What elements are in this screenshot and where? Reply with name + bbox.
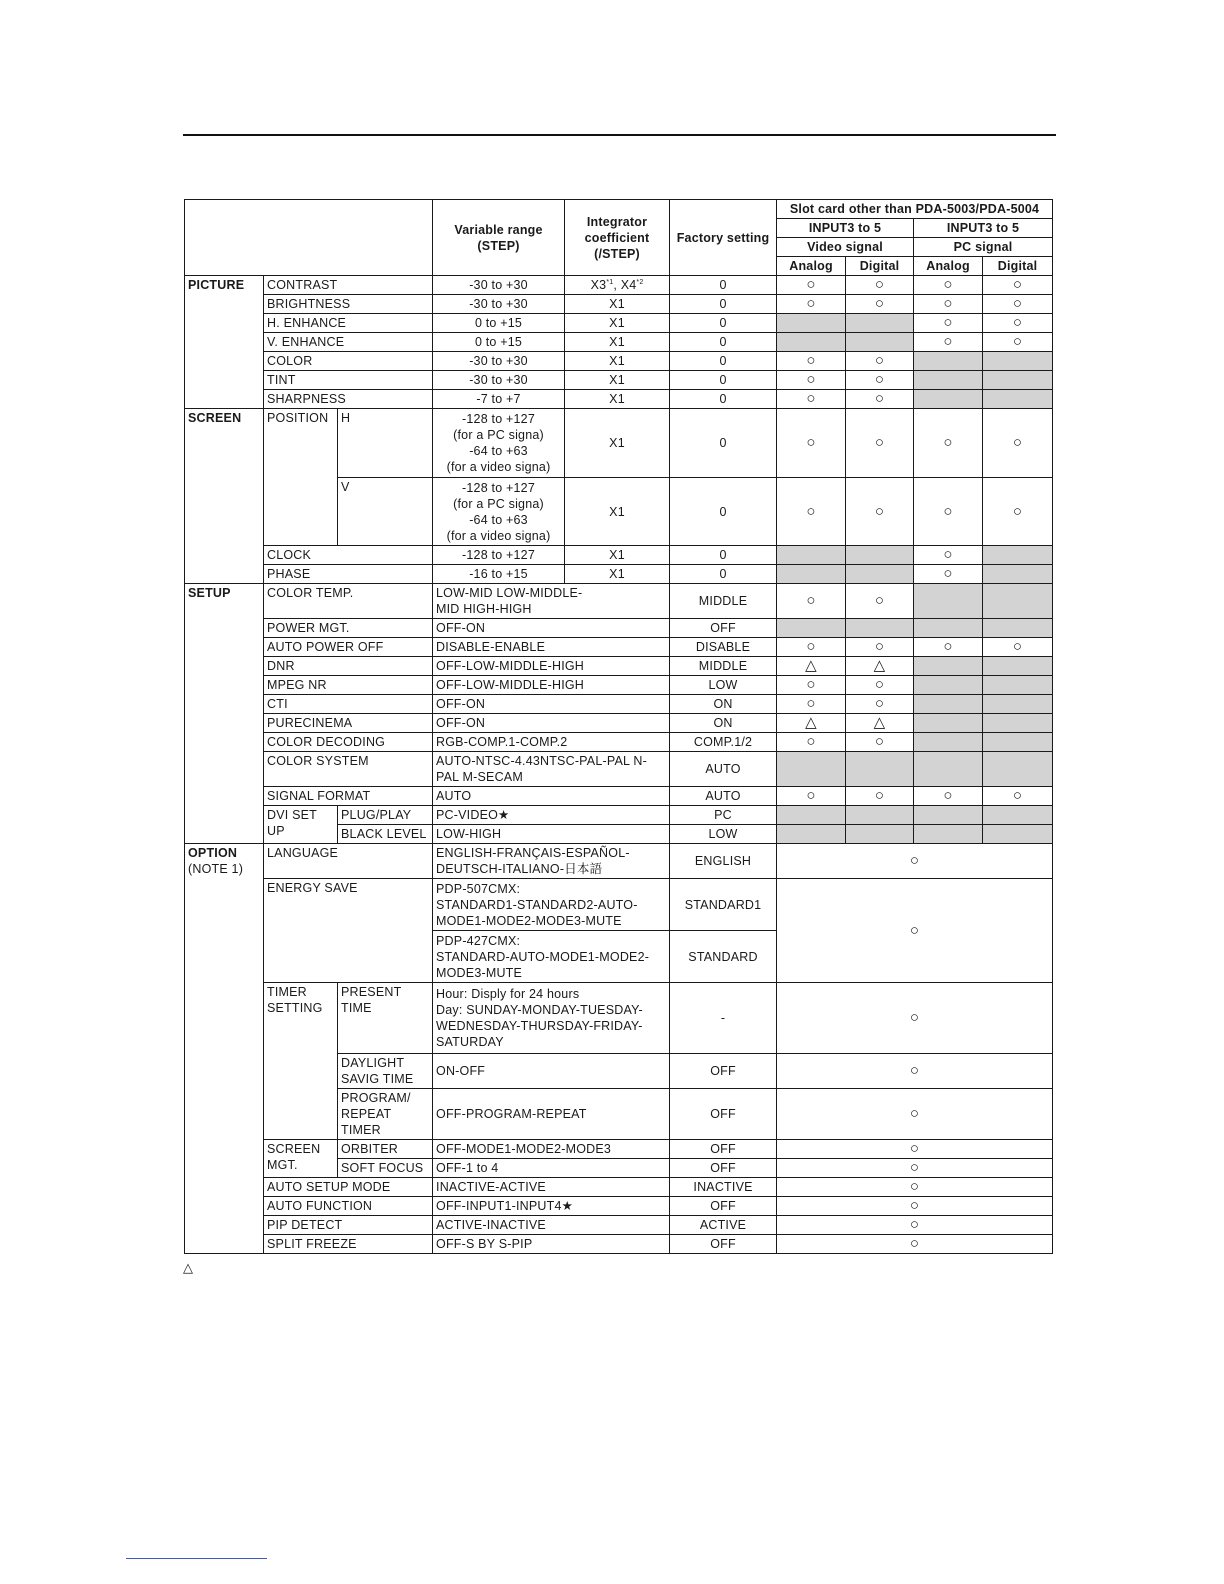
item-range: OFF-LOW-MIDDLE-HIGH xyxy=(433,657,670,676)
na-cell xyxy=(777,825,846,844)
item-range: ON-OFF xyxy=(433,1054,670,1089)
circle-icon: ○ xyxy=(777,1089,1053,1140)
circle-icon: ○ xyxy=(983,787,1053,806)
item-factory: OFF xyxy=(670,1089,777,1140)
item-name: PHASE xyxy=(264,565,433,584)
item-factory: 0 xyxy=(670,546,777,565)
na-cell xyxy=(983,714,1053,733)
item-range: OFF-ON xyxy=(433,619,670,638)
item-factory: ON xyxy=(670,695,777,714)
circle-icon: ○ xyxy=(846,695,914,714)
circle-icon: ○ xyxy=(777,638,846,657)
na-cell xyxy=(983,657,1053,676)
item-factory: 0 xyxy=(670,371,777,390)
header-blank xyxy=(185,200,433,276)
item-name: H. ENHANCE xyxy=(264,314,433,333)
circle-icon: ○ xyxy=(777,733,846,752)
item-name: COLOR xyxy=(264,352,433,371)
na-cell xyxy=(846,333,914,352)
circle-icon: ○ xyxy=(777,695,846,714)
table-row xyxy=(185,409,1053,478)
table-row xyxy=(185,565,1053,584)
item-range: -128 to +127 (for a PC signa) -64 to +63 (for a video signa) xyxy=(433,409,565,478)
circle-icon: ○ xyxy=(846,733,914,752)
circle-icon: ○ xyxy=(914,333,983,352)
item-integrator: X1 xyxy=(565,409,670,478)
item-position-v: V xyxy=(338,478,433,546)
item-name: COLOR TEMP. xyxy=(264,584,433,619)
settings-table xyxy=(184,199,1053,1254)
triangle-icon: △ xyxy=(846,657,914,676)
item-range: ENGLISH-FRANÇAIS-ESPAÑOL- DEUTSCH-ITALIANO-日本語 xyxy=(433,844,670,879)
item-range: 0 to +15 xyxy=(433,314,565,333)
header-input-pc: INPUT3 to 5 xyxy=(914,219,1053,238)
item-name: CONTRAST xyxy=(264,276,433,295)
item-range: -30 to +30 xyxy=(433,276,565,295)
item-range: ACTIVE-INACTIVE xyxy=(433,1216,670,1235)
item-range: DISABLE-ENABLE xyxy=(433,638,670,657)
na-cell xyxy=(983,390,1053,409)
table-row xyxy=(185,787,1053,806)
table-row xyxy=(185,584,1053,619)
table-row xyxy=(185,1235,1053,1254)
item-factory: - xyxy=(670,983,777,1054)
table-row xyxy=(185,352,1053,371)
circle-icon: ○ xyxy=(846,638,914,657)
item-factory: INACTIVE xyxy=(670,1178,777,1197)
circle-icon: ○ xyxy=(777,276,846,295)
item-factory: 0 xyxy=(670,352,777,371)
item-factory: 0 xyxy=(670,333,777,352)
header-integrator: Integrator coefficient (/STEP) xyxy=(565,200,670,276)
circle-icon: ○ xyxy=(983,276,1053,295)
table-row xyxy=(185,657,1053,676)
item-range: -128 to +127 xyxy=(433,546,565,565)
circle-icon: ○ xyxy=(983,333,1053,352)
item-factory: AUTO xyxy=(670,752,777,787)
item-range: -30 to +30 xyxy=(433,295,565,314)
item-integrator: X1 xyxy=(565,352,670,371)
item-factory: 0 xyxy=(670,314,777,333)
na-cell xyxy=(846,546,914,565)
item-range: -30 to +30 xyxy=(433,371,565,390)
na-cell xyxy=(846,619,914,638)
circle-icon: ○ xyxy=(777,983,1053,1054)
item-integrator: X3$^{*1}$, X4$^{*2}$ xyxy=(565,276,670,295)
na-cell xyxy=(983,752,1053,787)
na-cell xyxy=(777,546,846,565)
item-name: COLOR SYSTEM xyxy=(264,752,433,787)
circle-icon: ○ xyxy=(846,409,914,478)
na-cell xyxy=(983,546,1053,565)
circle-icon: ○ xyxy=(914,295,983,314)
circle-icon: ○ xyxy=(777,1216,1053,1235)
item-range: LOW-MID LOW-MIDDLE- MID HIGH-HIGH xyxy=(433,584,670,619)
table-row xyxy=(185,1197,1053,1216)
item-name: SOFT FOCUS xyxy=(338,1159,433,1178)
item-factory: 0 xyxy=(670,276,777,295)
item-dvi-setup: DVI SET UP xyxy=(264,806,338,844)
na-cell xyxy=(914,657,983,676)
circle-icon: ○ xyxy=(777,371,846,390)
table-row xyxy=(185,390,1053,409)
item-factory: OFF xyxy=(670,1235,777,1254)
circle-icon: ○ xyxy=(914,314,983,333)
circle-icon: ○ xyxy=(914,276,983,295)
table-row xyxy=(185,676,1053,695)
header-pc-digital: Digital xyxy=(983,257,1053,276)
circle-icon: ○ xyxy=(846,584,914,619)
circle-icon: ○ xyxy=(846,352,914,371)
na-cell xyxy=(983,806,1053,825)
na-cell xyxy=(846,314,914,333)
item-factory: MIDDLE xyxy=(670,584,777,619)
item-name: AUTO FUNCTION xyxy=(264,1197,433,1216)
na-cell xyxy=(983,619,1053,638)
item-range: 0 to +15 xyxy=(433,333,565,352)
na-cell xyxy=(983,565,1053,584)
item-name: AUTO POWER OFF xyxy=(264,638,433,657)
item-name: LANGUAGE xyxy=(264,844,433,879)
circle-icon: ○ xyxy=(846,295,914,314)
header-factory-setting: Factory setting xyxy=(670,200,777,276)
category-picture: PICTURE xyxy=(185,276,264,409)
table-row xyxy=(185,333,1053,352)
circle-icon: ○ xyxy=(777,352,846,371)
item-name: ORBITER xyxy=(338,1140,433,1159)
circle-icon: ○ xyxy=(914,787,983,806)
item-factory: 0 xyxy=(670,295,777,314)
table-row xyxy=(185,733,1053,752)
item-range: PC-VIDEO★ xyxy=(433,806,670,825)
item-name: V. ENHANCE xyxy=(264,333,433,352)
item-range: AUTO-NTSC-4.43NTSC-PAL-PAL N- PAL M-SECAM xyxy=(433,752,670,787)
item-range: PDP-427CMX: STANDARD-AUTO-MODE1-MODE2- MODE3-MUTE xyxy=(433,931,670,983)
na-cell xyxy=(914,714,983,733)
na-cell xyxy=(914,825,983,844)
item-range: AUTO xyxy=(433,787,670,806)
circle-icon: ○ xyxy=(846,676,914,695)
circle-icon: ○ xyxy=(777,879,1053,983)
na-cell xyxy=(983,584,1053,619)
circle-icon: ○ xyxy=(846,478,914,546)
item-range: RGB-COMP.1-COMP.2 xyxy=(433,733,670,752)
na-cell xyxy=(914,584,983,619)
bottom-link-line xyxy=(126,1558,267,1559)
item-position-h: H xyxy=(338,409,433,478)
item-name: PIP DETECT xyxy=(264,1216,433,1235)
table-row xyxy=(185,371,1053,390)
triangle-icon: △ xyxy=(846,714,914,733)
na-cell xyxy=(777,314,846,333)
circle-icon: ○ xyxy=(914,409,983,478)
circle-icon: ○ xyxy=(777,1235,1053,1254)
circle-icon: ○ xyxy=(777,390,846,409)
triangle-icon: △ xyxy=(777,714,846,733)
table-row xyxy=(185,1216,1053,1235)
circle-icon: ○ xyxy=(777,1178,1053,1197)
item-factory: ENGLISH xyxy=(670,844,777,879)
na-cell xyxy=(914,371,983,390)
item-integrator: X1 xyxy=(565,333,670,352)
item-name: BRIGHTNESS xyxy=(264,295,433,314)
na-cell xyxy=(914,676,983,695)
item-range: -128 to +127 (for a PC signa) -64 to +63 (for a video signa) xyxy=(433,478,565,546)
item-name: DNR xyxy=(264,657,433,676)
na-cell xyxy=(914,752,983,787)
item-factory: OFF xyxy=(670,1054,777,1089)
item-range: OFF-LOW-MIDDLE-HIGH xyxy=(433,676,670,695)
circle-icon: ○ xyxy=(777,478,846,546)
na-cell xyxy=(777,806,846,825)
item-integrator: X1 xyxy=(565,478,670,546)
table-row xyxy=(185,983,1053,1054)
item-factory: COMP.1/2 xyxy=(670,733,777,752)
table-row xyxy=(185,879,1053,931)
item-name: CTI xyxy=(264,695,433,714)
circle-icon: ○ xyxy=(914,546,983,565)
item-range: -7 to +7 xyxy=(433,390,565,409)
item-factory: LOW xyxy=(670,676,777,695)
item-name: PRESENT TIME xyxy=(338,983,433,1054)
item-range: OFF-ON xyxy=(433,695,670,714)
na-cell xyxy=(983,695,1053,714)
header-input-video: INPUT3 to 5 xyxy=(777,219,914,238)
item-factory: DISABLE xyxy=(670,638,777,657)
category-setup: SETUP xyxy=(185,584,264,844)
item-name: CLOCK xyxy=(264,546,433,565)
circle-icon: ○ xyxy=(777,1197,1053,1216)
item-name: ENERGY SAVE xyxy=(264,879,433,983)
na-cell xyxy=(777,565,846,584)
circle-icon: ○ xyxy=(777,787,846,806)
item-factory: MIDDLE xyxy=(670,657,777,676)
na-cell xyxy=(846,825,914,844)
item-name: AUTO SETUP MODE xyxy=(264,1178,433,1197)
item-factory: OFF xyxy=(670,1140,777,1159)
table-row xyxy=(185,638,1053,657)
item-factory: STANDARD1 xyxy=(670,879,777,931)
header-variable-range: Variable range (STEP) xyxy=(433,200,565,276)
item-range: OFF-MODE1-MODE2-MODE3 xyxy=(433,1140,670,1159)
item-name: SHARPNESS xyxy=(264,390,433,409)
item-name: DAYLIGHT SAVIG TIME xyxy=(338,1054,433,1089)
na-cell xyxy=(983,733,1053,752)
item-factory: OFF xyxy=(670,1159,777,1178)
table-row xyxy=(185,806,1053,825)
item-range: OFF-PROGRAM-REPEAT xyxy=(433,1089,670,1140)
table-row xyxy=(185,619,1053,638)
circle-icon: ○ xyxy=(777,409,846,478)
circle-icon: ○ xyxy=(983,478,1053,546)
item-range: OFF-INPUT1-INPUT4★ xyxy=(433,1197,670,1216)
item-integrator: X1 xyxy=(565,390,670,409)
item-position: POSITION xyxy=(264,409,338,546)
item-name: BLACK LEVEL xyxy=(338,825,433,844)
table-row xyxy=(185,695,1053,714)
item-factory: 0 xyxy=(670,565,777,584)
option-label: OPTION xyxy=(188,846,238,860)
item-timer-setting: TIMER SETTING xyxy=(264,983,338,1140)
na-cell xyxy=(914,352,983,371)
circle-icon: ○ xyxy=(777,844,1053,879)
item-range: OFF-S BY S-PIP xyxy=(433,1235,670,1254)
table-row xyxy=(185,276,1053,295)
circle-icon: ○ xyxy=(914,565,983,584)
table-row xyxy=(185,752,1053,787)
item-factory: AUTO xyxy=(670,787,777,806)
na-cell xyxy=(983,676,1053,695)
na-cell xyxy=(846,565,914,584)
item-range: Hour: Disply for 24 hours Day: SUNDAY-MONDAY-TUESDAY- WEDNESDAY-THURSDAY-FRIDAY- SATURDAY xyxy=(433,983,670,1054)
circle-icon: ○ xyxy=(846,371,914,390)
circle-icon: ○ xyxy=(846,276,914,295)
item-integrator: X1 xyxy=(565,295,670,314)
na-cell xyxy=(914,806,983,825)
item-range: PDP-507CMX: STANDARD1-STANDARD2-AUTO- MODE1-MODE2-MODE3-MUTE xyxy=(433,879,670,931)
item-screen-mgt: SCREEN MGT. xyxy=(264,1140,338,1178)
circle-icon: ○ xyxy=(983,409,1053,478)
item-factory: LOW xyxy=(670,825,777,844)
na-cell xyxy=(914,733,983,752)
na-cell xyxy=(914,390,983,409)
na-cell xyxy=(914,695,983,714)
header-video-analog: Analog xyxy=(777,257,846,276)
item-range: LOW-HIGH xyxy=(433,825,670,844)
circle-icon: ○ xyxy=(777,584,846,619)
item-name: PLUG/PLAY xyxy=(338,806,433,825)
header-pc-signal: PC signal xyxy=(914,238,1053,257)
item-factory: OFF xyxy=(670,619,777,638)
item-name: SIGNAL FORMAT xyxy=(264,787,433,806)
circle-icon: ○ xyxy=(846,787,914,806)
option-note: (NOTE 1) xyxy=(188,862,244,876)
table-row xyxy=(185,295,1053,314)
na-cell xyxy=(914,619,983,638)
na-cell xyxy=(777,752,846,787)
item-name: COLOR DECODING xyxy=(264,733,433,752)
item-name: POWER MGT. xyxy=(264,619,433,638)
item-factory: OFF xyxy=(670,1197,777,1216)
na-cell xyxy=(983,825,1053,844)
na-cell xyxy=(777,333,846,352)
category-option xyxy=(185,844,264,1254)
item-range: OFF-1 to 4 xyxy=(433,1159,670,1178)
item-name: PURECINEMA xyxy=(264,714,433,733)
item-factory: 0 xyxy=(670,478,777,546)
circle-icon: ○ xyxy=(777,1159,1053,1178)
item-range: INACTIVE-ACTIVE xyxy=(433,1178,670,1197)
top-rule xyxy=(183,134,1056,136)
item-name: TINT xyxy=(264,371,433,390)
item-range: -16 to +15 xyxy=(433,565,565,584)
circle-icon: ○ xyxy=(846,390,914,409)
item-factory: ON xyxy=(670,714,777,733)
circle-icon: ○ xyxy=(777,1054,1053,1089)
item-name: SPLIT FREEZE xyxy=(264,1235,433,1254)
circle-icon: ○ xyxy=(983,638,1053,657)
na-cell xyxy=(846,806,914,825)
circle-icon: ○ xyxy=(983,314,1053,333)
na-cell xyxy=(846,752,914,787)
item-factory: 0 xyxy=(670,390,777,409)
legend-triangle-icon: △ xyxy=(183,1260,193,1275)
table-row xyxy=(185,1140,1053,1159)
circle-icon: ○ xyxy=(983,295,1053,314)
header-slot-card: Slot card other than PDA-5003/PDA-5004 xyxy=(777,200,1053,219)
item-factory: 0 xyxy=(670,409,777,478)
item-integrator: X1 xyxy=(565,314,670,333)
item-range: -30 to +30 xyxy=(433,352,565,371)
item-integrator: X1 xyxy=(565,546,670,565)
item-factory: ACTIVE xyxy=(670,1216,777,1235)
header-video-signal: Video signal xyxy=(777,238,914,257)
item-range: OFF-ON xyxy=(433,714,670,733)
item-factory: STANDARD xyxy=(670,931,777,983)
table-row xyxy=(185,714,1053,733)
circle-icon: ○ xyxy=(777,676,846,695)
circle-icon: ○ xyxy=(777,295,846,314)
table-row xyxy=(185,844,1053,879)
table-row xyxy=(185,1178,1053,1197)
header-video-digital: Digital xyxy=(846,257,914,276)
item-name: PROGRAM/ REPEAT TIMER xyxy=(338,1089,433,1140)
circle-icon: ○ xyxy=(914,638,983,657)
category-screen: SCREEN xyxy=(185,409,264,584)
na-cell xyxy=(983,352,1053,371)
table-row xyxy=(185,314,1053,333)
item-integrator: X1 xyxy=(565,565,670,584)
item-name: MPEG NR xyxy=(264,676,433,695)
item-integrator: X1 xyxy=(565,371,670,390)
circle-icon: ○ xyxy=(914,478,983,546)
header-pc-analog: Analog xyxy=(914,257,983,276)
item-factory: PC xyxy=(670,806,777,825)
table-row xyxy=(185,546,1053,565)
na-cell xyxy=(777,619,846,638)
circle-icon: ○ xyxy=(777,1140,1053,1159)
na-cell xyxy=(983,371,1053,390)
triangle-icon: △ xyxy=(777,657,846,676)
